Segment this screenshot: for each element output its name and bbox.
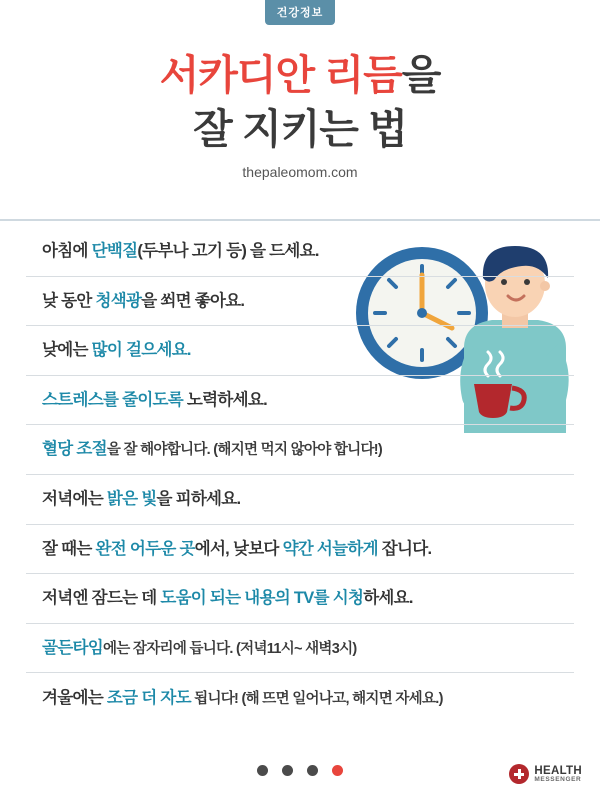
title-block	[0, 48, 600, 180]
category-badge-wrap	[0, 0, 600, 25]
pagination-dot-2[interactable]	[282, 765, 293, 776]
text-pre: 저녁에는	[42, 489, 107, 508]
header-divider	[0, 219, 600, 221]
text-pre: 낮 동안	[42, 291, 96, 310]
medical-cross-icon	[509, 764, 529, 784]
source-url: thepaleomom.com	[242, 164, 358, 181]
list-item-text	[26, 489, 240, 510]
list-item-text	[26, 340, 191, 361]
text-post: 을 잘 해야합니다. (해지면 먹지 않아야 합니다!)	[106, 442, 383, 459]
title-line-1-rest: 을	[401, 52, 441, 98]
list-item	[26, 326, 574, 376]
text-pre: 아침에	[42, 241, 92, 260]
text-highlight: 조금 더 자도	[106, 688, 191, 707]
list-item	[26, 624, 574, 674]
text-post: 노력하세요.	[183, 390, 268, 409]
tips-list	[0, 227, 600, 723]
brand-logo-text	[534, 765, 582, 784]
text-highlight: 단백질	[91, 241, 138, 260]
text-highlight: 혈당 조절	[42, 440, 107, 459]
text-highlight: 도움이 되는 내용의 TV를 시청	[160, 589, 364, 608]
text-post: 에는 잠자리에 듭니다. (저녁11시~ 새벽3시)	[102, 640, 357, 657]
title-line-2: 잘 지키는 법	[193, 106, 407, 153]
pagination-dot-3[interactable]	[307, 765, 318, 776]
list-item	[26, 574, 574, 624]
text-highlight: 밝은 빛	[106, 489, 157, 508]
text-post: 을 피하세요.	[156, 489, 241, 508]
list-item-text	[26, 688, 443, 709]
list-item-text	[26, 291, 244, 312]
list-item	[26, 525, 574, 575]
text-post: (두부나 고기 등) 을 드세요.	[137, 241, 319, 260]
list-item	[26, 673, 574, 723]
text-highlight: 청색광	[95, 291, 142, 310]
text-highlight: 많이 걸으세요.	[91, 341, 191, 360]
brand-logo	[509, 764, 582, 784]
pagination-dot-4[interactable]	[332, 765, 343, 776]
text-pre: 낮에는	[42, 341, 92, 360]
text-pre: 잘 때는	[42, 539, 96, 558]
text-post: 됩니다! (해 뜨면 일어나고, 해지면 자세요.)	[190, 690, 443, 707]
list-item-text	[26, 439, 382, 460]
brand-name-line-2: MESSENGER	[534, 775, 582, 783]
text-highlight: 완전 어두운 곳	[95, 539, 195, 558]
list-item	[26, 475, 574, 525]
list-item	[26, 277, 574, 327]
text-highlight: 골든타임	[42, 638, 103, 657]
title-highlight: 서카디안 리듬	[159, 52, 402, 98]
list-item-text	[26, 588, 413, 609]
text-post: 하세요.	[363, 589, 413, 608]
text-post: 잡니다.	[377, 539, 432, 558]
list-item	[26, 376, 574, 426]
pagination-dot-1[interactable]	[257, 765, 268, 776]
list-item-text	[26, 539, 431, 560]
text-highlight-2: 약간 서늘하게	[282, 539, 378, 558]
list-item	[26, 425, 574, 475]
title-line-1	[0, 48, 600, 102]
text-pre: 저녁엔 잠드는 데	[42, 589, 161, 608]
text-mid: 에서, 낮보다	[194, 539, 283, 558]
brand-name-line-1: HEALTH	[534, 764, 582, 777]
text-pre: 겨울에는	[42, 688, 107, 707]
list-item-text	[26, 638, 357, 659]
category-badge: 건강정보	[265, 0, 336, 25]
list-item-text	[26, 241, 319, 262]
text-post: 을 쐬면 좋아요.	[141, 291, 245, 310]
list-item-text	[26, 390, 267, 411]
text-highlight: 스트레스를 줄이도록	[42, 390, 184, 409]
list-item	[26, 227, 574, 277]
